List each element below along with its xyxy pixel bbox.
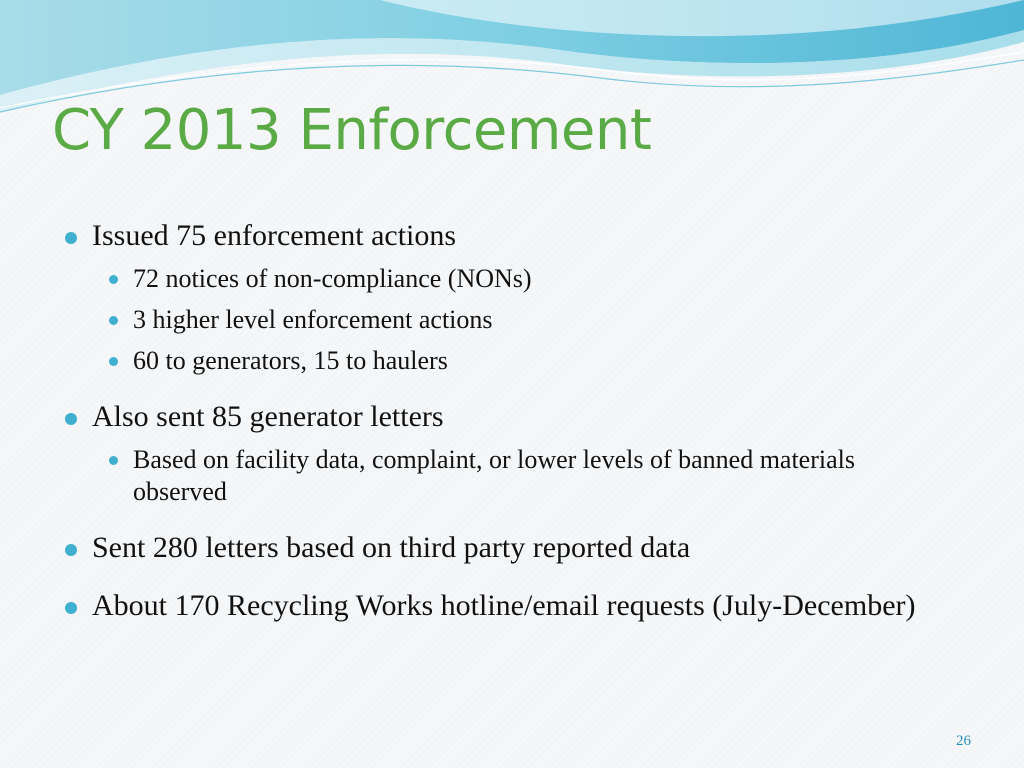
- bullet-text: About 170 Recycling Works hotline/email requests (July-December): [92, 589, 916, 622]
- bullet-text: Issued 75 enforcement actions: [92, 219, 457, 252]
- bullet-item: [0, 399, 1024, 435]
- sub-bullet-item: [0, 444, 1024, 508]
- sub-bullet-dot-icon: [109, 357, 118, 366]
- bullet-item: [0, 588, 1024, 624]
- page-number: 26: [956, 733, 971, 749]
- bullet-item: [0, 218, 1024, 254]
- slide-title: CY 2013 Enforcement: [52, 98, 652, 163]
- sub-bullet-dot-icon: [109, 275, 118, 284]
- bullet-dot-icon: [65, 602, 77, 614]
- sub-bullet-item: [0, 345, 1024, 377]
- bullet-text: Sent 280 letters based on third party reported data: [92, 531, 691, 564]
- bullet-dot-icon: [65, 544, 77, 556]
- sub-bullet-text: Based on facility data, complaint, or lower levels of banned materials observed: [133, 445, 855, 506]
- sub-bullet-text: 72 notices of non-compliance (NONs): [133, 264, 532, 293]
- bullet-dot-icon: [65, 413, 77, 425]
- bullet-list: [0, 218, 1024, 624]
- sub-bullet-dot-icon: [109, 316, 118, 325]
- bullet-dot-icon: [65, 232, 77, 244]
- bullet-text: Also sent 85 generator letters: [92, 400, 444, 433]
- sub-bullet-text: 60 to generators, 15 to haulers: [133, 346, 448, 375]
- sub-bullet-text: 3 higher level enforcement actions: [133, 305, 493, 334]
- bullet-item: [0, 530, 1024, 566]
- sub-bullet-item: [0, 304, 1024, 336]
- sub-bullet-item: [0, 263, 1024, 295]
- sub-bullet-dot-icon: [109, 456, 118, 465]
